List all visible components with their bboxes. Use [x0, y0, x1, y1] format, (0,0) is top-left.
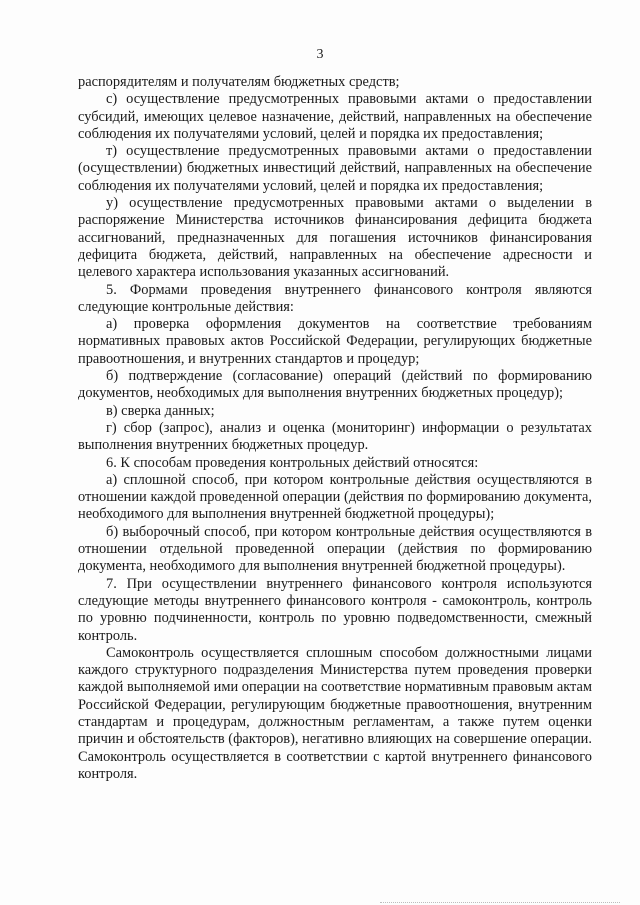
paragraph: б) подтверждение (согласование) операций (действий по формированию документов, необходимых для выполнения внутренних бюджетных процедур);	[78, 368, 592, 402]
paragraph: распорядителям и получателям бюджетных средств;	[78, 74, 400, 90]
paragraph: 7. При осуществлении внутреннего финансового контроля используются следующие методы внутреннего финансового контроля - самоконтроль, контроль по уровню подчиненности, контроль по уровню подведомственности, смежный контроль.	[78, 575, 592, 644]
paragraph: в) сверка данных;	[106, 402, 215, 419]
page-number: 3	[316, 47, 324, 62]
paragraph: у) осуществление предусмотренных правовыми актами о выделении в распоряжение Министерства источников финансирования дефицита бюджета ассигнований, предназначенных для погашения источников финансирования дефицита бюджета, действий, направленных на обеспечение адресности и целевого характера использования указанных ассигнований.	[78, 195, 592, 281]
paragraph: г) сбор (запрос), анализ и оценка (мониторинг) информации о результатах выполнения внутренних бюджетных процедур.	[78, 419, 592, 454]
paragraph: Самоконтроль осуществляется сплошным способом должностными лицами каждого структурного подразделения Министерства путем проведения проверки каждой выполняемой ими операции на соответствие нормативным правовым актам Российской Федерации, регулирующим бюджетные правоотношения, внутренним стандартам и процедурам, должностным регламентам, а также путем оценки причин и обстоятельств (факторов), негативно влияющих на совершение операции. Самоконтроль осуществляется в соответствии с картой внутреннего финансового контроля.	[78, 644, 592, 782]
paragraph: а) сплошной способ, при котором контрольные действия осуществляются в отношении каждой проведенной операции (действия по формированию документа, необходимого для выполнения внутренней бюджетной процедуры);	[78, 471, 592, 523]
paragraph: а) проверка оформления документов на соответствие требованиям нормативных правовых актов Российской Федерации, регулирующих бюджетные правоотношения, и внутренних стандартов и процедур;	[78, 316, 592, 367]
paragraph: с) осуществление предусмотренных правовыми актами о предоставлении субсидий, имеющих целевое назначение, действий, направленных на обеспечение соблюдения их получателями условий, целей и порядка их предоставления;	[78, 91, 592, 142]
paragraph: б) выборочный способ, при котором контрольные действия осуществляются в отношении отдельной проведенной операции (действия по формированию документа, необходимого для выполнения внутренней бюджетной процедуры).	[78, 523, 592, 575]
paragraph: 5. Формами проведения внутреннего финансового контроля являются следующие контрольные действия:	[78, 281, 592, 315]
paragraph: т) осуществление предусмотренных правовыми актами о предоставлении (осуществлении) бюджетных инвестиций действий, направленных на обеспечение соблюдения их получателями условий, целей и порядка их предоставления;	[78, 143, 592, 194]
paragraph: 6. К способам проведения контрольных действий относятся:	[106, 454, 479, 471]
document-body	[78, 74, 592, 783]
